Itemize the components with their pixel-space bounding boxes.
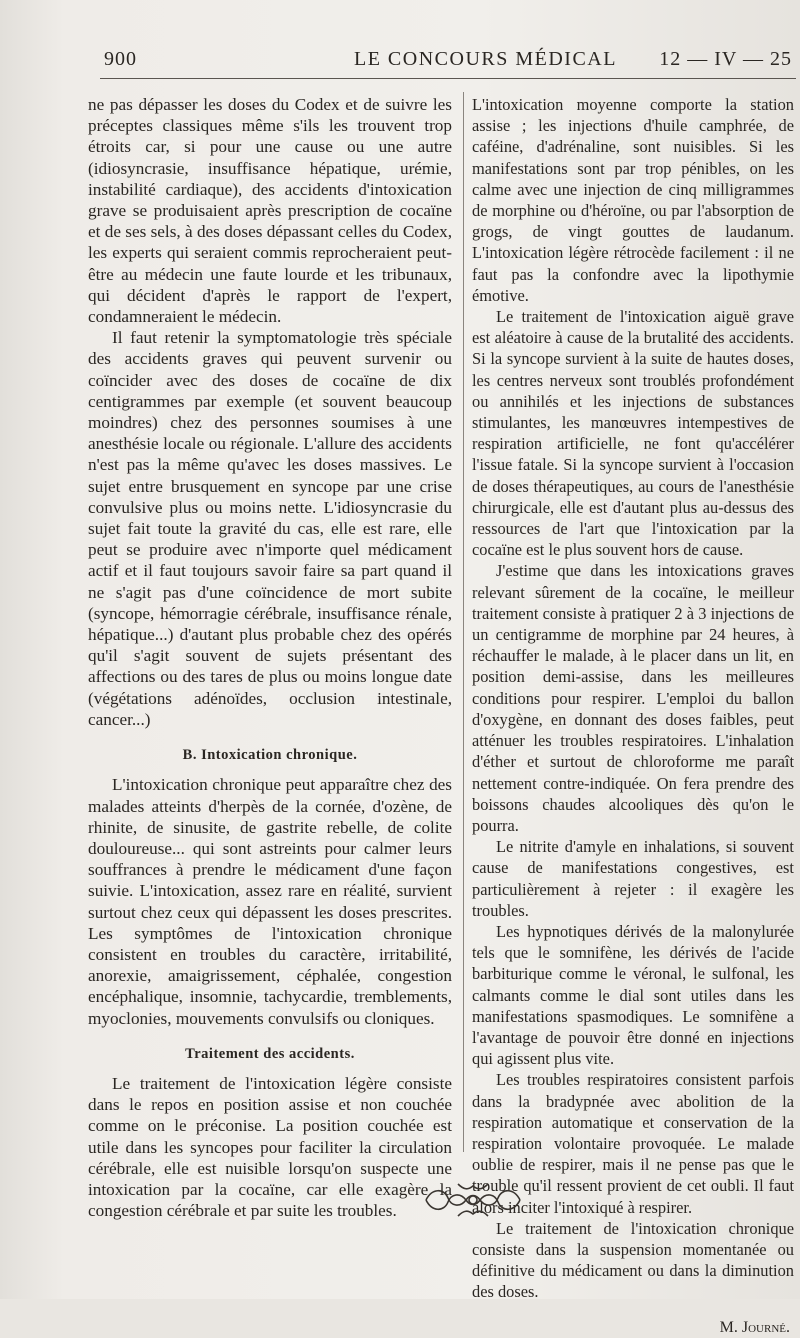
issue-date: 12 — IV — 25 — [659, 48, 792, 70]
paragraph: Le traitement de l'intoxication chronique consiste dans la suspension momentanée ou définitive du médicament ou dans la diminution des doses. — [472, 1218, 794, 1302]
paragraph: Le traitement de l'intoxication légère consiste dans le repos en position assise et non couchée comme on le préconise. La position couchée est utile dans les syncopes pour faciliter la circulation cérébrale, elle est nuisible lorsqu'on suspecte une intoxication par la cocaïne, car elle exagère la congestion cérébrale et par suite les troubles. — [88, 1073, 452, 1221]
journal-title: LE CONCOURS MÉDICAL — [354, 48, 617, 70]
paragraph: Il faut retenir la symptomatologie très spéciale des accidents graves qui peuvent survenir ou coïncider avec des doses de cocaïne de dix centigrammes par exemple (et souvent beaucoup moindres) chez des personnes soumises à une anesthésie locale ou régionale. L'allure des accidents n'est pas la même qu'avec les doses massives. Le sujet entre brusquement en syncope par une crise convulsive plus ou moins nette. L'idiosyncrasie du sujet fait toute la gravité du cas, elle est rare, elle peut se produire avec n'importe quel médicament actif et il faut toujours savoir faire sa part quand il ne s'agit pas d'une coïncidence de mort subite (syncope, hémorragie cérébrale, insuffisance rénale, hépatique...) d'autant plus probable chez des opérés qu'il s'agit souvent de sujets présentant des affections ou des tares de plus ou moins longue date (végétations adénoïdes, occlusion intestinale, cancer...) — [88, 328, 452, 729]
paragraph: Le nitrite d'amyle en inhalations, si souvent cause de manifestations congestives, est particulièrement à rejeter : il exagère les troubles. — [472, 837, 794, 920]
paragraph: Le traitement de l'intoxication aiguë grave est aléatoire à cause de la brutalité des accidents. Si la syncope survient à la suite de hautes doses, les centres nerveux sont troublés profondément ou annihilés et les injections de substances stimulantes, les manœuvres intempestives de respiration artificielle, ne font qu'accélérer l'issue fatale. Si la syncope survient à l'occasion de doses thérapeutiques, au cours de l'anesthésie chirurgicale, elle est d'autant plus au-dessus des ressources de l'art que l'intoxication par la cocaïne est le plus souvent hors de cause. — [472, 307, 794, 560]
paragraph: Les hypnotiques dérivés de la malonylurée tels que le somnifène, les dérivés de l'acide barbiturique comme le véronal, le sulfonal, les calmants comme le dial sont utiles dans les manifestations spasmodiques. Le somnifène a l'avantage de pouvoir être donné en injections qui agissent plus vite. — [472, 921, 794, 1069]
section-heading-treatment: Traitement des accidents. — [185, 1045, 355, 1062]
header-rule — [100, 78, 796, 79]
column-divider — [463, 92, 464, 1152]
paragraph: J'estime que dans les intoxications graves relevant sûrement de la cocaïne, le meilleur traitement consiste à pratiquer 2 à 3 injections de un centigramme de morphine par 24 heures, à réchauffer le malade, à le placer dans un lit, en position demi-assise, dans les meilleures conditions pour respirer. L'emploi du ballon d'oxygène, en donnant des doses faibles, peut atténuer les troubles respiratoires. L'inhalation d'éther et surtout de chloroforme me paraît nettement contre-indiquée. On fera prendre des boissons chaudes alcooliques dès qu'on le pourra. — [472, 561, 794, 835]
section-heading-chronic: B. Intoxication chronique. — [182, 747, 358, 764]
page-header — [104, 48, 792, 74]
paragraph: ne pas dépasser les doses du Codex et de suivre les préceptes classiques même s'ils les trouvent trop étroits car, si pour une cause ou une autre (idiosyncrasie, insuffisance hépatique, urémie, instabilité cardiaque), des accidents d'intoxication grave se produisaient après prescription de cocaïne et de ses sels, à des doses dépassant celles du Codex, les experts qui seraient commis reprocheraient peut-être au médecin une faute lourde et les tribunaux, qui décident d'après le rapport de l'expert, condamneraient le médecin. — [88, 95, 452, 327]
author-signature: M. Journé. — [719, 1318, 790, 1336]
paragraph: L'intoxication moyenne comporte la station assise ; les injections d'huile camphrée, de caféine, d'adrénaline, sont nuisibles. Si les manifestations sont par trop pénibles, on les calme avec une injection de cinq milligrammes de morphine ou d'héroïne, ou par l'absorption de grogs, de vingt gouttes de laudanum. L'intoxication légère rétrocède facilement : il ne faut pas la confondre avec la lipothymie émotive. — [472, 95, 794, 305]
paragraph: Les troubles respiratoires consistent parfois dans la bradypnée avec abolition de la respiration automatique et conservation de la respiration volontaire provoquée. Le malade oublie de respirer, mais il ne pense pas que le trouble qu'il ressent provient de cet oubli. Il faut alors inciter l'intoxiqué à respirer. — [472, 1070, 794, 1217]
paragraph: L'intoxication chronique peut apparaître chez des malades atteints d'herpès de la cornée, d'ozène, de rhinite, de sinusite, de gastrite rebelle, de colite douloureuse... qui sont astreints pour calmer leurs souffrances à prendre le médicament d'une façon suivie. L'intoxication, assez rare en réalité, survient surtout chez ceux qui dépassent les doses prescrites. Les symptômes de l'intoxication chronique consistent en troubles du caractère, irritabilité, anorexie, amaigrissement, céphalée, congestion encéphalique, insomnie, tachycardie, tremblements, myoclonies, mouvements convulsifs ou cloniques. — [88, 775, 452, 1028]
page-number: 900 — [104, 48, 137, 70]
left-column — [88, 94, 452, 1221]
decorative-flourish-icon — [418, 1180, 528, 1220]
right-column — [472, 94, 794, 1338]
